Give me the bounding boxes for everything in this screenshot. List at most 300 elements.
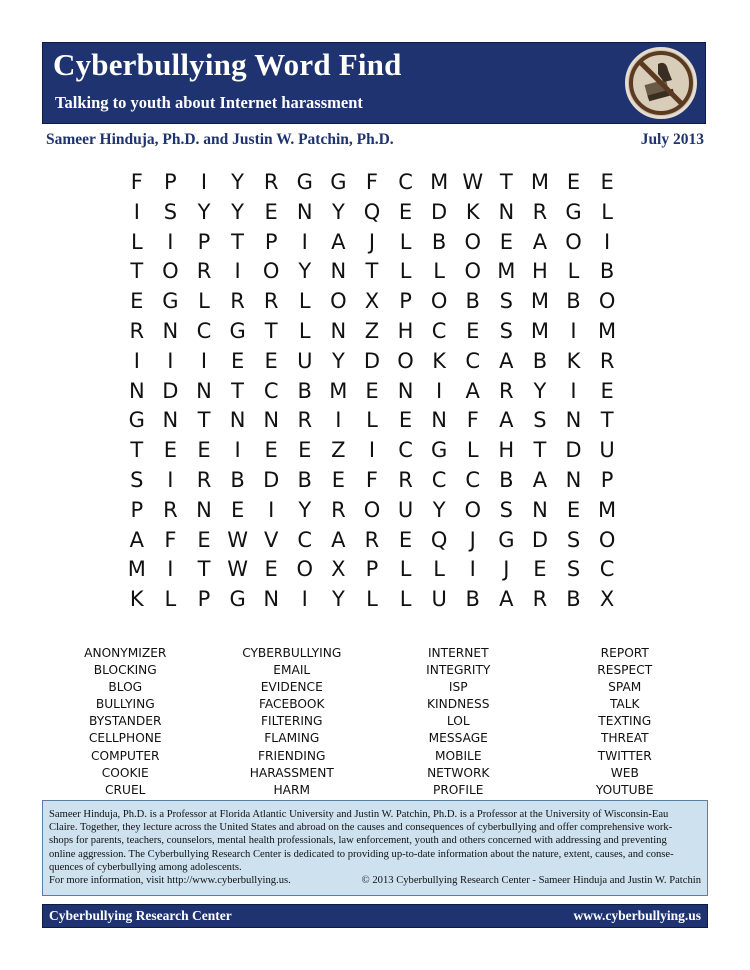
grid-letter: M (530, 318, 549, 343)
grid-letter: F (365, 170, 378, 194)
word-item: LOL (446, 714, 470, 729)
grid-letter: B (465, 587, 480, 612)
grid-letter: C (398, 170, 413, 194)
grid-letter: E (298, 438, 312, 463)
grid-letter: N (330, 259, 347, 284)
grid-letter: O (430, 289, 448, 314)
grid-letter: D (162, 378, 179, 403)
authors: Sameer Hinduja, Ph.D. and Justin W. Patchin, Ph.D. (46, 131, 394, 148)
grid-letter: K (566, 348, 581, 373)
logo-graphic (628, 50, 694, 116)
grid-row (120, 257, 624, 287)
word-item: TEXTING (598, 714, 652, 729)
word-item: EMAIL (273, 663, 311, 678)
grid-letter: Z (331, 438, 346, 463)
grid-letter: I (268, 497, 275, 522)
grid-letter: R (196, 259, 212, 284)
grid-letter: I (570, 378, 577, 403)
grid-letter: R (263, 170, 279, 194)
grid-letter: I (335, 408, 342, 433)
word-item: MESSAGE (428, 731, 488, 746)
grid-letter: P (264, 229, 278, 254)
grid-letter: D (263, 467, 280, 492)
word-column (375, 645, 542, 799)
grid-letter: L (567, 259, 580, 284)
word-item: PROFILE (432, 782, 484, 797)
grid-letter: L (399, 557, 412, 582)
grid-letter: G (229, 318, 246, 343)
grid-letter: N (229, 408, 246, 433)
word-item: INTERNET (427, 646, 489, 660)
grid-letter: M (497, 259, 516, 284)
word-item: EVIDENCE (260, 680, 323, 695)
grid-letter: L (433, 557, 445, 582)
grid-row (120, 287, 624, 317)
grid-letter: R (263, 289, 279, 314)
grid-letter: I (200, 348, 208, 373)
grid-letter: L (366, 408, 378, 433)
grid-letter: N (498, 199, 515, 224)
grid-letter: L (366, 587, 378, 612)
grid-letter: I (167, 348, 174, 373)
grid-letter: C (599, 557, 615, 582)
grid-letter: X (331, 557, 346, 582)
grid-letter: J (503, 557, 510, 582)
grid-letter: C (263, 378, 279, 403)
grid-letter: B (499, 467, 514, 492)
grid-letter: I (570, 318, 577, 343)
grid-letter: X (599, 587, 615, 612)
word-item: SPAM (608, 680, 642, 695)
grid-letter: E (197, 438, 211, 463)
word-item: COOKIE (101, 765, 149, 780)
grid-letter: D (363, 348, 381, 373)
grid-letter: E (264, 199, 278, 224)
grid-row (120, 466, 624, 496)
grid-letter: G (128, 408, 145, 433)
grid-letter: C (196, 318, 212, 343)
grid-letter: S (566, 557, 581, 582)
grid-letter: I (234, 438, 241, 463)
grid-letter: S (130, 467, 144, 492)
grid-letter: Y (231, 199, 244, 224)
grid-letter: L (298, 318, 311, 343)
grid-letter: P (130, 497, 144, 522)
word-item: KINDNESS (427, 697, 490, 712)
grid-letter: K (465, 199, 480, 224)
grid-letter: E (365, 378, 379, 403)
grid-letter: I (301, 587, 308, 612)
grid-letter: G (498, 527, 515, 552)
grid-letter: P (365, 557, 379, 582)
grid-letter: E (264, 557, 278, 582)
grid-letter: P (197, 587, 211, 612)
grid-letter: E (264, 348, 278, 373)
word-item: TALK (609, 697, 640, 712)
grid-letter: B (566, 289, 581, 314)
grid-letter: R (499, 378, 514, 403)
grid-row (120, 555, 624, 585)
no-cyberbullying-logo-icon (625, 47, 697, 119)
grid-letter: E (533, 557, 547, 582)
grid-letter: A (331, 229, 346, 254)
grid-letter: R (196, 467, 212, 492)
word-item: MOBILE (434, 748, 482, 763)
grid-letter: H (532, 259, 548, 284)
grid-letter: E (230, 497, 245, 522)
grid-letter: S (163, 199, 178, 224)
grid-letter: S (533, 408, 547, 433)
grid-letter: S (499, 318, 513, 343)
word-column (42, 645, 209, 799)
word-item: NETWORK (427, 765, 490, 780)
grid-letter: B (431, 229, 447, 254)
grid-row (120, 347, 624, 377)
word-search-grid (120, 168, 624, 615)
grid-letter: I (133, 348, 140, 373)
grid-letter: N (196, 378, 212, 403)
grid-letter: M (598, 318, 617, 343)
grid-letter: T (130, 259, 144, 284)
grid-letter: F (164, 527, 177, 552)
footer-bar (42, 904, 708, 928)
word-item: HARASSMENT (249, 765, 334, 780)
grid-letter: Y (331, 348, 345, 373)
grid-letter: M (430, 170, 449, 194)
word-item: FACEBOOK (258, 697, 325, 712)
grid-letter: I (604, 229, 611, 254)
grid-letter: A (532, 467, 548, 492)
grid-letter: I (167, 557, 174, 582)
word-item: BLOCKING (93, 663, 157, 678)
grid-letter: M (530, 170, 549, 194)
grid-letter: X (364, 289, 380, 314)
publication-date: July 2013 (640, 131, 704, 148)
grid-letter: G (296, 170, 313, 194)
grid-letter: D (565, 438, 582, 463)
grid-letter: F (365, 467, 378, 492)
word-column (209, 645, 376, 799)
grid-letter: N (263, 587, 280, 612)
grid-letter: P (600, 467, 614, 492)
grid-letter: T (533, 438, 547, 463)
grid-letter: M (329, 378, 348, 403)
word-item: BULLYING (95, 697, 155, 712)
grid-letter: M (127, 557, 146, 582)
footer-org-name: Cyberbullying Research Center (49, 908, 232, 923)
grid-letter: O (464, 259, 481, 284)
grid-letter: N (196, 497, 212, 522)
grid-letter: R (297, 408, 313, 433)
grid-letter: O (162, 259, 179, 284)
grid-letter: A (129, 527, 144, 552)
grid-letter: N (330, 318, 347, 343)
grid-letter: N (397, 378, 414, 403)
grid-row (120, 406, 624, 436)
grid-row (120, 228, 624, 258)
grid-row (120, 377, 624, 407)
grid-letter: B (532, 348, 548, 373)
grid-letter: A (331, 527, 346, 552)
grid-letter: Y (231, 170, 244, 194)
grid-letter: S (499, 289, 513, 314)
grid-letter: A (532, 229, 548, 254)
grid-letter: E (600, 378, 614, 403)
word-item: ISP (448, 680, 468, 695)
grid-letter: M (598, 497, 617, 522)
grid-letter: E (398, 527, 413, 552)
word-item: CELLPHONE (88, 731, 162, 746)
grid-letter: E (264, 438, 278, 463)
grid-letter: R (532, 587, 548, 612)
grid-letter: R (398, 467, 413, 492)
grid-letter: O (598, 527, 616, 552)
grid-letter: T (600, 408, 614, 433)
grid-letter: Y (533, 378, 547, 403)
grid-letter: I (234, 259, 241, 284)
grid-letter: A (499, 587, 514, 612)
grid-letter: I (167, 229, 174, 254)
grid-letter: E (197, 527, 211, 552)
grid-letter: Z (364, 318, 380, 343)
grid-letter: R (163, 497, 178, 522)
grid-letter: E (566, 170, 581, 194)
grid-letter: E (230, 348, 245, 373)
grid-letter: F (466, 408, 479, 433)
page-subtitle: Talking to youth about Internet harassment (55, 93, 363, 112)
grid-letter: P (197, 229, 211, 254)
grid-letter: B (230, 467, 245, 492)
grid-letter: H (397, 318, 414, 343)
grid-letter: J (469, 527, 476, 552)
grid-letter: N (565, 467, 582, 492)
grid-row (120, 168, 624, 198)
grid-letter: G (162, 289, 179, 314)
grid-letter: V (263, 527, 279, 552)
grid-letter: E (398, 408, 413, 433)
grid-letter: N (296, 199, 313, 224)
grid-letter: C (465, 348, 481, 373)
grid-letter: G (565, 199, 582, 224)
word-item: TWITTER (597, 748, 652, 763)
grid-letter: B (566, 587, 581, 612)
grid-letter: E (600, 170, 614, 194)
grid-letter: O (262, 259, 280, 284)
grid-letter: U (297, 348, 313, 373)
word-item: BYSTANDER (89, 714, 162, 729)
grid-letter: G (431, 438, 448, 463)
grid-letter: T (231, 378, 244, 403)
grid-letter: A (499, 408, 514, 433)
grid-letter: B (297, 467, 312, 492)
grid-letter: O (397, 348, 414, 373)
grid-letter: C (465, 467, 481, 492)
grid-letter: Q (430, 527, 448, 552)
grid-letter: I (133, 199, 140, 224)
grid-letter: F (130, 170, 143, 194)
footer-website: www.cyberbullying.us (573, 908, 701, 923)
grid-letter: M (530, 289, 549, 314)
word-item: FILTERING (261, 714, 323, 729)
grid-letter: N (263, 408, 280, 433)
info-line: online aggression. The Cyberbullying Research Center is dedicated to providing up-to-date information about the nature, extent, causes, and conse- (49, 848, 674, 860)
grid-letter: N (565, 408, 582, 433)
grid-letter: G (330, 170, 347, 194)
word-item: HARM (273, 782, 310, 797)
grid-letter: L (198, 289, 210, 314)
word-item: CYBERBULLYING (242, 646, 342, 660)
grid-letter: I (436, 378, 443, 403)
grid-letter: R (129, 318, 145, 343)
grid-letter: N (431, 408, 447, 433)
grid-row (120, 496, 624, 526)
grid-letter: E (466, 318, 480, 343)
grid-letter: S (566, 527, 581, 552)
grid-letter: L (164, 587, 177, 612)
grid-letter: T (231, 229, 244, 254)
grid-letter: L (433, 259, 445, 284)
grid-letter: A (499, 348, 514, 373)
grid-letter: L (601, 199, 613, 224)
grid-letter: L (399, 259, 412, 284)
grid-letter: L (130, 229, 143, 254)
info-line: quences of cyberbullying among adolescents. (49, 861, 242, 873)
grid-letter: E (130, 289, 144, 314)
grid-letter: O (296, 557, 314, 582)
grid-letter: S (499, 497, 513, 522)
grid-letter: C (431, 467, 447, 492)
grid-row (120, 198, 624, 228)
word-item: YOUTUBE (595, 782, 654, 797)
word-item: THREAT (600, 731, 649, 746)
grid-letter: C (398, 438, 413, 463)
word-column (542, 645, 709, 799)
page-title: Cyberbullying Word Find (53, 47, 402, 82)
word-item: COMPUTER (90, 748, 160, 763)
grid-row (120, 317, 624, 347)
grid-letter: E (163, 438, 178, 463)
grid-letter: P (399, 289, 412, 314)
grid-letter: O (363, 497, 381, 522)
grid-letter: O (598, 289, 616, 314)
grid-letter: B (465, 289, 480, 314)
copyright-text: © 2013 Cyberbullying Research Center - Sameer Hinduja and Justin W. Patchin (361, 875, 701, 887)
word-item: ANONYMIZER (84, 646, 167, 660)
word-item: FLAMING (264, 731, 320, 746)
byline (46, 131, 704, 149)
grid-letter: T (499, 170, 513, 194)
grid-letter: L (399, 587, 412, 612)
grid-letter: U (431, 587, 447, 612)
word-item: BLOG (108, 680, 143, 695)
grid-letter: E (398, 199, 413, 224)
word-item: FRIENDING (258, 748, 326, 763)
grid-letter: Q (363, 199, 381, 224)
grid-letter: O (565, 229, 582, 254)
grid-letter: W (227, 557, 248, 582)
grid-letter: B (297, 378, 312, 403)
grid-letter: R (331, 497, 346, 522)
grid-letter: K (129, 587, 144, 612)
grid-letter: I (469, 557, 476, 582)
more-info-text: For more information, visit http://www.cyberbullying.us. (49, 875, 291, 887)
grid-letter: O (330, 289, 347, 314)
grid-letter: R (230, 289, 245, 314)
grid-letter: E (499, 229, 513, 254)
word-item: CRUEL (105, 782, 146, 797)
grid-letter: N (532, 497, 548, 522)
grid-letter: Y (298, 259, 312, 284)
grid-letter: A (465, 378, 480, 403)
grid-letter: L (298, 289, 311, 314)
author-info-box (42, 800, 708, 896)
info-line: Sameer Hinduja, Ph.D. is a Professor at Florida Atlantic University and Justin W. Patchin, Ph.D. is a Professor at the University of Wisconsin-Eau (49, 809, 669, 820)
grid-letter: I (368, 438, 376, 463)
grid-row (120, 585, 624, 615)
grid-letter: T (365, 259, 379, 284)
grid-letter: T (264, 318, 278, 343)
grid-letter: W (462, 170, 484, 194)
grid-row (120, 436, 624, 466)
grid-letter: U (599, 438, 615, 463)
word-item: INTEGRITY (426, 663, 491, 678)
info-line: shops for parents, teachers, counselors, mental health professionals, law enforcement, youth and others concerned with addressing and preventing (49, 835, 667, 847)
grid-letter: C (431, 318, 447, 343)
info-line: Claire. Together, they lecture across the United States and abroad on the causes and consequences of cyberbullying and offer comprehensive work- (49, 822, 673, 834)
grid-letter: I (200, 170, 208, 194)
grid-letter: G (229, 587, 246, 612)
grid-letter: B (599, 259, 615, 284)
grid-letter: Y (298, 497, 312, 522)
grid-letter: T (130, 438, 144, 463)
grid-letter: J (368, 229, 376, 254)
grid-letter: L (399, 229, 412, 254)
grid-letter: D (431, 199, 448, 224)
grid-letter: Y (197, 199, 211, 224)
word-item: REPORT (600, 646, 649, 660)
grid-letter: L (466, 438, 479, 463)
grid-letter: E (566, 497, 581, 522)
grid-letter: T (197, 408, 211, 433)
grid-letter: N (162, 408, 179, 433)
grid-row (120, 526, 624, 556)
grid-letter: P (164, 170, 177, 194)
grid-letter: U (397, 497, 414, 522)
grid-letter: O (464, 497, 481, 522)
grid-letter: N (162, 318, 179, 343)
grid-letter: R (532, 199, 548, 224)
header-banner (42, 42, 706, 124)
grid-letter: C (297, 527, 313, 552)
grid-letter: Y (331, 587, 345, 612)
grid-letter: Y (331, 199, 345, 224)
grid-letter: I (301, 229, 308, 254)
grid-letter: D (531, 527, 548, 552)
word-item: WEB (610, 765, 639, 780)
grid-letter: T (197, 557, 211, 582)
grid-letter: R (364, 527, 380, 552)
grid-letter: W (227, 527, 248, 552)
grid-letter: Y (432, 497, 446, 522)
grid-letter: I (167, 467, 174, 492)
word-list (42, 645, 708, 799)
grid-letter: R (599, 348, 615, 373)
grid-letter: E (331, 467, 345, 492)
grid-letter: K (432, 348, 447, 373)
grid-letter: O (464, 229, 481, 254)
grid-letter: H (498, 438, 515, 463)
word-item: RESPECT (597, 663, 653, 678)
